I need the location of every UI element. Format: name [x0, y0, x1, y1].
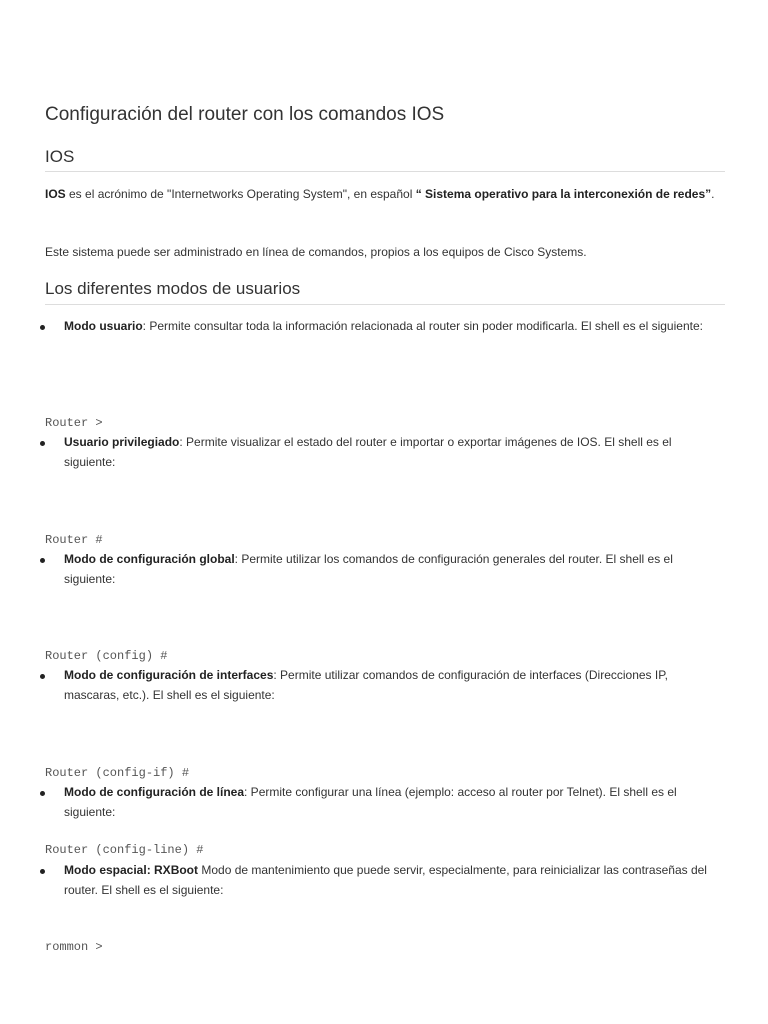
description-paragraph: Este sistema puede ser administrado en línea de comandos, propios a los equipos de Cisco Systems. — [45, 245, 587, 259]
intro-period: . — [711, 187, 715, 201]
bullet-icon — [40, 441, 45, 446]
shell-prompt: Router (config) # — [45, 649, 168, 663]
mode-name: Modo de configuración de interfaces — [64, 668, 274, 682]
mode-name: Modo de configuración de línea — [64, 785, 245, 799]
intro-paragraph — [45, 184, 725, 204]
mode-description: : Permite utilizar los comandos de configuración generales del router. El shell es el siguiente: — [64, 552, 673, 586]
ios-translation: “ Sistema operativo para la interconexión de redes” — [415, 187, 712, 201]
shell-prompt: Router (config-if) # — [45, 766, 190, 780]
mode-description: : Permite visualizar el estado del router e importar o exportar imágenes de IOS. El shell es el siguiente: — [64, 435, 672, 469]
section-heading-ios: IOS — [45, 147, 75, 166]
mode-description: : Permite consultar toda la información relacionada al router sin poder modificarla. El shell es el siguiente: — [142, 319, 703, 333]
intro-text: es el acrónimo de "Internetworks Operating System", en español — [65, 187, 416, 201]
bullet-icon — [40, 791, 45, 796]
mode-description: Modo de mantenimiento que puede servir, especialmente, para reinicializar las contraseñas del router. El shell es el siguiente: — [64, 863, 707, 897]
mode-description: : Permite utilizar comandos de configuración de interfaces (Direcciones IP, mascaras, etc.). El shell es el siguiente: — [64, 668, 669, 702]
shell-prompt: rommon > — [45, 940, 103, 954]
bullet-icon — [40, 325, 45, 330]
mode-name: Modo de configuración global — [64, 552, 235, 566]
page-title: Configuración del router con los comandos IOS — [45, 104, 445, 125]
bullet-icon — [40, 558, 45, 563]
shell-prompt: Router > — [45, 416, 103, 430]
bullet-icon — [40, 674, 45, 679]
mode-description: : Permite configurar una línea (ejemplo: acceso al router por Telnet). El shell es el siguiente: — [64, 785, 677, 819]
section-divider — [45, 304, 725, 305]
mode-name: Modo espacial: RXBoot — [64, 863, 199, 877]
shell-prompt: Router (config-line) # — [45, 843, 204, 857]
ios-term: IOS — [45, 187, 66, 201]
shell-prompt: Router # — [45, 533, 103, 547]
section-heading-user-modes: Los diferentes modos de usuarios — [45, 279, 301, 298]
section-divider — [45, 171, 725, 172]
mode-name: Modo usuario — [64, 319, 143, 333]
mode-name: Usuario privilegiado — [64, 435, 180, 449]
bullet-icon — [40, 869, 45, 874]
